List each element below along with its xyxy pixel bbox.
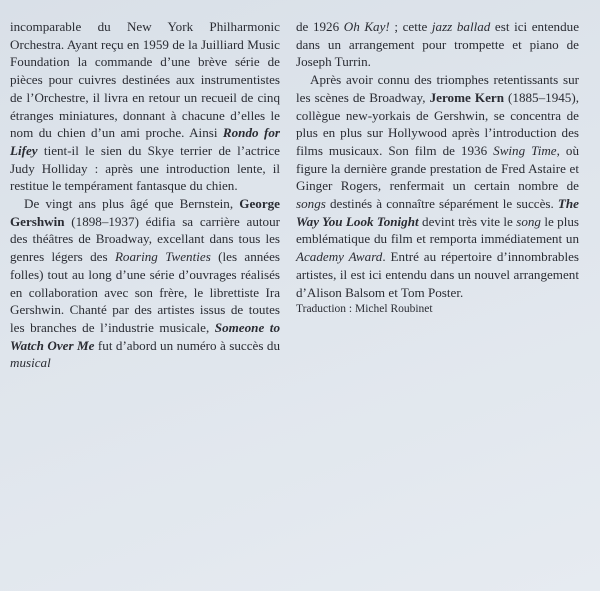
italic-term: Academy Award xyxy=(296,249,383,265)
work-title: The Way You Look Tonight xyxy=(296,196,579,229)
paragraph-oh-kay: de 1926 Oh Kay! ; cette jazz ballad est ici entendue dans un arrangement pour trompette et piano de Joseph Turrin. xyxy=(296,19,580,70)
italic-term: songs xyxy=(296,196,326,212)
work-title: Someone to Watch Over Me xyxy=(10,319,280,353)
italic-term: musical xyxy=(10,355,51,371)
left-column xyxy=(10,18,280,372)
right-column xyxy=(296,18,579,317)
paragraph-gershwin: De vingt ans plus âgé que Bernstein, George Gershwin (1898–1937) édifia sa carrière autour des théâtres de Broadway, excellant dans tous les genres légers des Roaring Twenties (les années folles) tout au long d’une série d’ouvrages réalisés en collaboration avec son frère, le librettiste Ira Gershwin. Chanté par des artistes issus de toutes les branches de l’industrie musicale, Someone to Watch Over Me fut d’abord un numéro à succès du musical xyxy=(10,196,281,371)
paragraph-kern: Après avoir connu des triomphes retentissants sur les scènes de Broadway, Jerome Kern (1885–1945), collègue new-yorkais de Gershwin, se concentra de plus en plus sur Hollywood après l’introduction des films musicaux. Son film de 1936 Swing Time, où figure la dernière grande prestation de Fred Astaire et Ginger Rogers, renfermait un certain nombre de songs destinés à connaître séparément le succès. The Way You Look Tonight devint très vite le song le plus emblématique du film et remporta immédiatement un Academy Award. Entré au répertoire d’innombrables artistes, il est ici entendu dans un nouvel arrangement d’Alison Balsom et Tom Poster. xyxy=(296,72,580,300)
translation-credit: Traduction : Michel Roubinet xyxy=(296,303,433,316)
composer-name: George Gershwin xyxy=(10,196,280,229)
work-title: Rondo for Lifey xyxy=(10,125,280,158)
italic-term: jazz ballad xyxy=(431,19,491,34)
paragraph-bernstein-rondo: incomparable du New York Philharmonic Orchestra. Ayant reçu en 1959 de la Juilliard Music Foundation la commande d’une brève série de pièces pour cuivres destinées aux instrumentistes de l’Orchestre, il livra en retour un recueil de cinq étranges miniatures, donnant à chacune d’elles le nom du chien d’un ami proche. Ainsi Rondo for Lifey tient-il le sien du Skye terrier de l’actrice Judy Holliday : après une introduction lente, il restitue le tempérament fantasque du chien. xyxy=(10,19,280,194)
italic-term: Swing Time xyxy=(493,142,557,158)
italic-term: song xyxy=(516,213,541,229)
composer-name: Jerome Kern xyxy=(429,89,504,105)
italic-term: Roaring Twenties xyxy=(114,249,211,265)
italic-term: Oh Kay! xyxy=(343,19,390,34)
